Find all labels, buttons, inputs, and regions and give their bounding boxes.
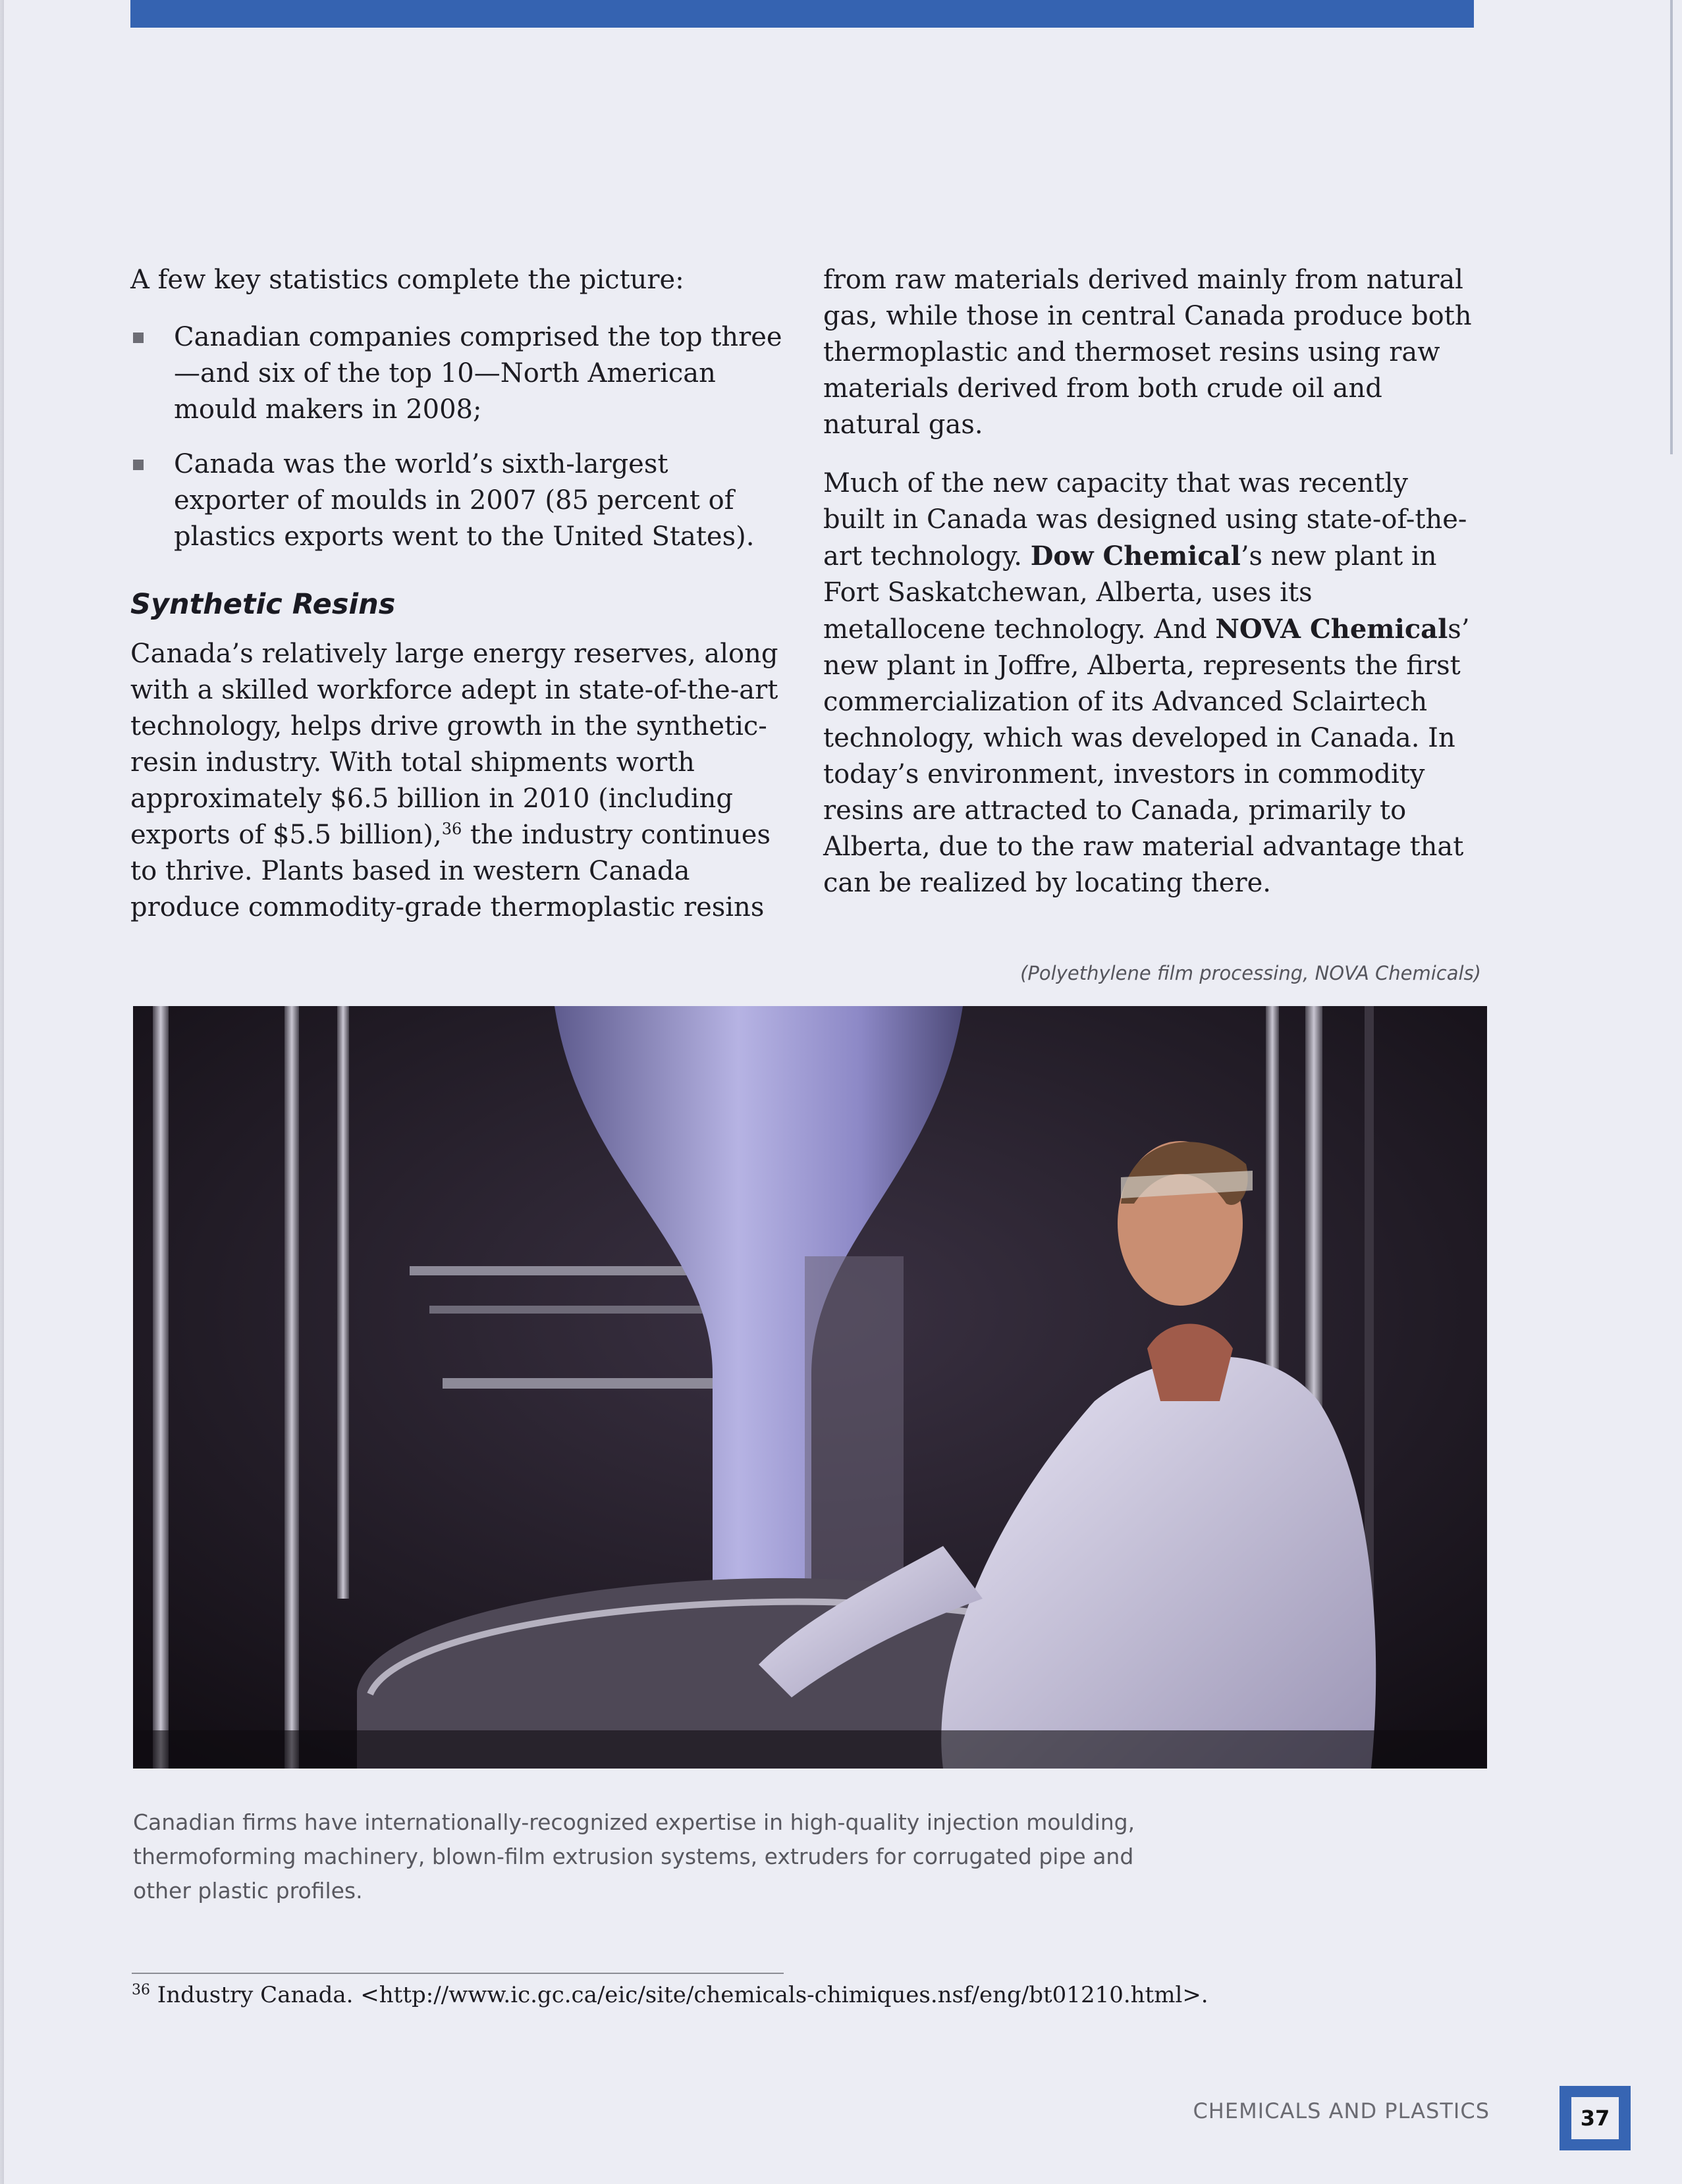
continued-paragraph: from raw materials derived mainly from natural gas, while those in central Canada produce both thermoplastic and thermoset resins using raw materials derived from both crude oil and natural gas.	[823, 265, 1472, 440]
square-bullet-icon	[133, 460, 144, 470]
company-name-nova: NOVA Chemical	[1215, 614, 1448, 645]
right-text-column	[823, 262, 1475, 901]
bullet-item	[130, 319, 782, 428]
footnote-number: 36	[132, 1982, 150, 1998]
bullet-text: Canada was the world’s sixth-largest exporter of moulds in 2007 (85 percent of plastics exports went to the United States).	[174, 449, 755, 552]
footnote-reference[interactable]: 36	[441, 820, 462, 838]
photo-credit: (Polyethylene film processing, NOVA Chemicals)	[1020, 962, 1481, 984]
bullet-item	[130, 446, 782, 555]
paragraph-text: s’ new plant in Joffre, Alberta, represents the first commercialization of its Advanced Sclairtech technology, which was developed in Canada. In today’s environment, investors in commodity resins are attracted to Canada, primarily to Alberta, due to the raw material advantage that can be realized by locating there.	[823, 614, 1470, 898]
square-bullet-icon	[133, 333, 144, 343]
section-heading: Synthetic Resins	[130, 588, 396, 621]
paragraph-text: Canada’s relatively large energy reserves, along with a skilled workforce adept in state-of-the-art technology, helps drive growth in the synthetic-resin industry. With total shipments worth approximately $6.5 billion in 2010 (including exports of $5.5 billion),	[130, 639, 778, 850]
header-color-bar	[130, 0, 1474, 28]
bullet-text: Canadian companies comprised the top three—and six of the top 10—North American mould makers in 2008;	[174, 322, 782, 425]
page-number: 37	[1571, 2097, 1619, 2139]
footnote-divider	[132, 1973, 784, 1974]
paragraph-text: Much of the new capacity that was recently built in Canada was designed using state-of-the-art technology.	[823, 468, 1467, 572]
page-number-badge	[1560, 2086, 1631, 2150]
footnote-text: Industry Canada. <http://www.ic.gc.ca/eic/site/chemicals-chimiques.nsf/eng/bt01210.html>.	[150, 1982, 1208, 2008]
company-name-dow: Dow Chemical	[1030, 541, 1241, 572]
film-processing-photo	[133, 1006, 1487, 1769]
photo-caption: Canadian firms have internationally-recognized expertise in high-quality injection moulding, thermoforming machinery, blown-film extrusion systems, extruders for corrugated pipe and other plastic profiles.	[133, 1809, 1135, 1904]
paragraph-text: ’s new plant in Fort Saskatchewan, Alberta, uses its metallocene technology. And	[823, 541, 1437, 645]
page-right-edge	[1670, 0, 1673, 454]
new-capacity-paragraph	[823, 466, 1475, 901]
left-text-column	[130, 262, 782, 926]
footnote	[132, 1979, 1383, 2011]
paragraph-text: the industry continues to thrive. Plants based in western Canada produce commodity-grade thermoplastic resins	[130, 820, 771, 922]
footer-section-label: CHEMICALS AND PLASTICS	[1193, 2098, 1490, 2123]
intro-sentence: A few key statistics complete the picture:	[130, 265, 684, 295]
photo-illustration	[133, 1006, 1487, 1769]
page-gutter-edge	[0, 0, 4, 2184]
synthetic-resins-paragraph	[130, 636, 782, 926]
